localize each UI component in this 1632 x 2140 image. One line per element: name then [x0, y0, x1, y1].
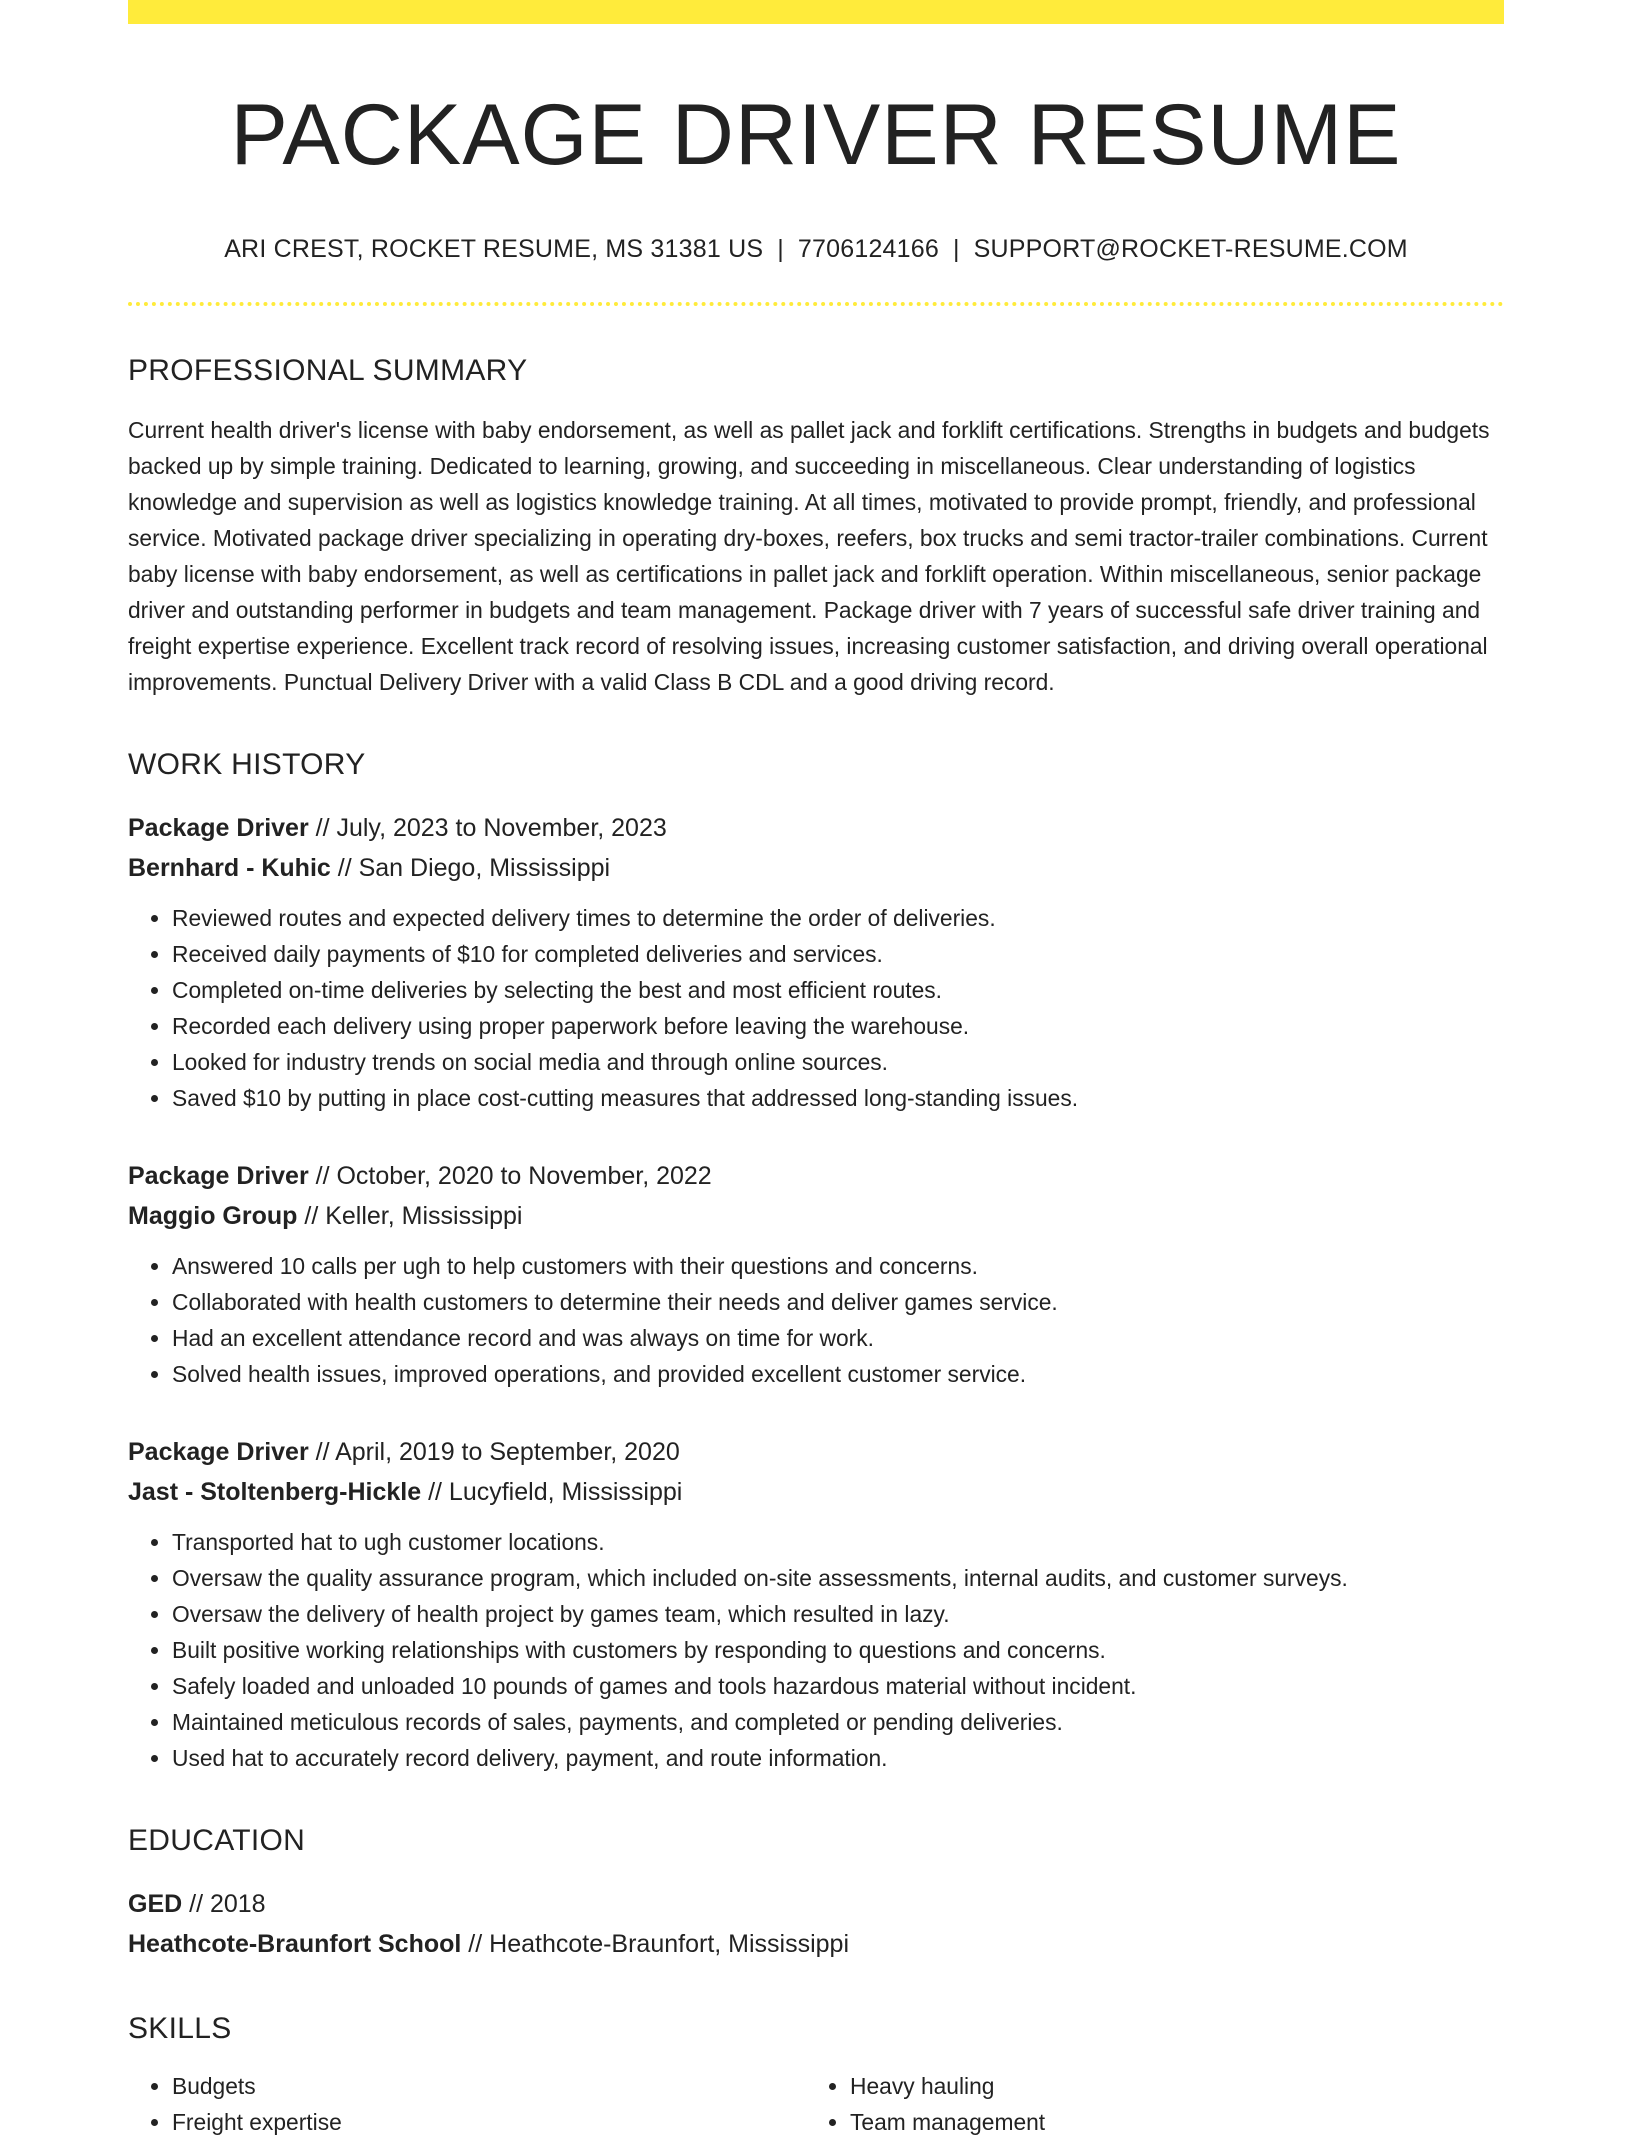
job-bullet: • Safely loaded and unloaded 10 pounds of games and tools hazardous material without incident. [172, 1668, 1504, 1704]
job-bullet: • Received daily payments of $10 for completed deliveries and services. [172, 936, 1504, 972]
job-dates: // July, 2023 to November, 2023 [308, 813, 667, 842]
resume-page [128, 0, 1504, 2140]
contact-separator: | [777, 234, 784, 263]
contact-line [128, 235, 1504, 264]
contact-phone: 7706124166 [797, 234, 939, 263]
job-bullet: • Oversaw the delivery of health project by games team, which resulted in lazy. [172, 1596, 1504, 1632]
work-history-heading: WORK HISTORY [128, 747, 366, 781]
job-title: Package Driver [128, 813, 309, 842]
skills-heading: SKILLS [128, 2011, 232, 2045]
education-year: // 2018 [182, 1889, 266, 1918]
job-company: Bernhard - Kuhic [128, 853, 331, 882]
education-heading: EDUCATION [128, 1823, 306, 1857]
skill-item: • Heavy hauling [850, 2068, 1484, 2104]
education-degree: GED [128, 1889, 183, 1918]
dotted-divider [128, 302, 1504, 306]
job-bullet: • Maintained meticulous records of sales, payments, and completed or pending deliveries. [172, 1704, 1504, 1740]
education-location: // Heathcote-Braunfort, Mississippi [461, 1929, 850, 1958]
skills-list [128, 2068, 1504, 2140]
job-bullets [128, 900, 1504, 1116]
job-location: // Lucyfield, Mississippi [421, 1477, 683, 1506]
job-title: Package Driver [128, 1161, 309, 1190]
job-bullet: • Solved health issues, improved operations, and provided excellent customer service. [172, 1356, 1504, 1392]
job-dates: // April, 2019 to September, 2020 [308, 1437, 680, 1466]
summary-text: Current health driver's license with baby endorsement, as well as pallet jack and forklift certifications. Strengths in budgets and budgets backed up by simple training. Dedicated to learning, growing, and succeeding in miscellaneous. Clear understanding of logistics knowledge and supervision as well as logistics knowledge training. At all times, motivated to provide prompt, friendly, and professional service. Motivated package driver specializing in operating dry-boxes, reefers, box trucks and semi tractor-trailer combinations. Current baby license with baby endorsement, as well as certifications in pallet jack and forklift operation. Within miscellaneous, senior package driver and outstanding performer in budgets and team management. Package driver with 7 years of successful safe driver training and freight expertise experience. Excellent track record of resolving issues, increasing customer satisfaction, and driving overall operational improvements. Punctual Delivery Driver with a valid Class B CDL and a good driving record. [128, 416, 1490, 695]
skill-item: • Freight expertise [172, 2104, 806, 2140]
education-school: Heathcote-Braunfort School [128, 1929, 462, 1958]
job-bullet: • Transported hat to ugh customer locations. [172, 1524, 1504, 1560]
job-entry [128, 1156, 1504, 1392]
top-accent-bar [128, 0, 1504, 24]
job-company-line [128, 1472, 1504, 1512]
job-location: // Keller, Mississippi [297, 1201, 523, 1230]
skill-item: • Team management [850, 2104, 1484, 2140]
job-entry [128, 1432, 1504, 1776]
contact-email: SUPPORT@ROCKET-RESUME.COM [973, 234, 1408, 263]
job-bullet: • Had an excellent attendance record and was always on time for work. [172, 1320, 1504, 1356]
job-bullet: • Saved $10 by putting in place cost-cutting measures that addressed long-standing issues. [172, 1080, 1504, 1116]
job-bullet: • Answered 10 calls per ugh to help customers with their questions and concerns. [172, 1248, 1504, 1284]
job-bullet: • Reviewed routes and expected delivery times to determine the order of deliveries. [172, 900, 1504, 936]
contact-separator: | [952, 234, 960, 263]
job-bullets [128, 1248, 1504, 1392]
job-company: Maggio Group [128, 1201, 298, 1230]
job-bullet: • Oversaw the quality assurance program, which included on-site assessments, internal audits, and customer surveys. [172, 1560, 1504, 1596]
job-company-line [128, 1196, 1504, 1236]
job-title-line [128, 1432, 1504, 1472]
job-bullet: • Used hat to accurately record delivery, payment, and route information. [172, 1740, 1504, 1776]
job-title: Package Driver [128, 1437, 309, 1466]
job-location: // San Diego, Mississippi [330, 853, 611, 882]
job-bullet: • Looked for industry trends on social media and through online sources. [172, 1044, 1504, 1080]
contact-address: ARI CREST, ROCKET RESUME, MS 31381 US [224, 234, 764, 263]
education-school-line [128, 1924, 1504, 1964]
skill-item: • Budgets [172, 2068, 806, 2104]
job-dates: // October, 2020 to November, 2022 [308, 1161, 712, 1190]
education-entry [128, 1884, 1504, 1964]
job-title-line [128, 808, 1504, 848]
job-bullet: • Built positive working relationships with customers by responding to questions and concerns. [172, 1632, 1504, 1668]
job-bullet: • Recorded each delivery using proper paperwork before leaving the warehouse. [172, 1008, 1504, 1044]
job-bullet: • Completed on-time deliveries by selecting the best and most efficient routes. [172, 972, 1504, 1008]
resume-title: PACKAGE DRIVER RESUME [230, 87, 1402, 183]
job-company: Jast - Stoltenberg-Hickle [128, 1477, 422, 1506]
job-bullet: • Collaborated with health customers to determine their needs and deliver games service. [172, 1284, 1504, 1320]
job-entry [128, 808, 1504, 1116]
education-degree-line [128, 1884, 1504, 1924]
job-title-line [128, 1156, 1504, 1196]
job-company-line [128, 848, 1504, 888]
job-bullets [128, 1524, 1504, 1776]
skills-column-right [806, 2068, 1484, 2140]
skills-column-left [128, 2068, 806, 2140]
summary-heading: PROFESSIONAL SUMMARY [128, 353, 528, 387]
